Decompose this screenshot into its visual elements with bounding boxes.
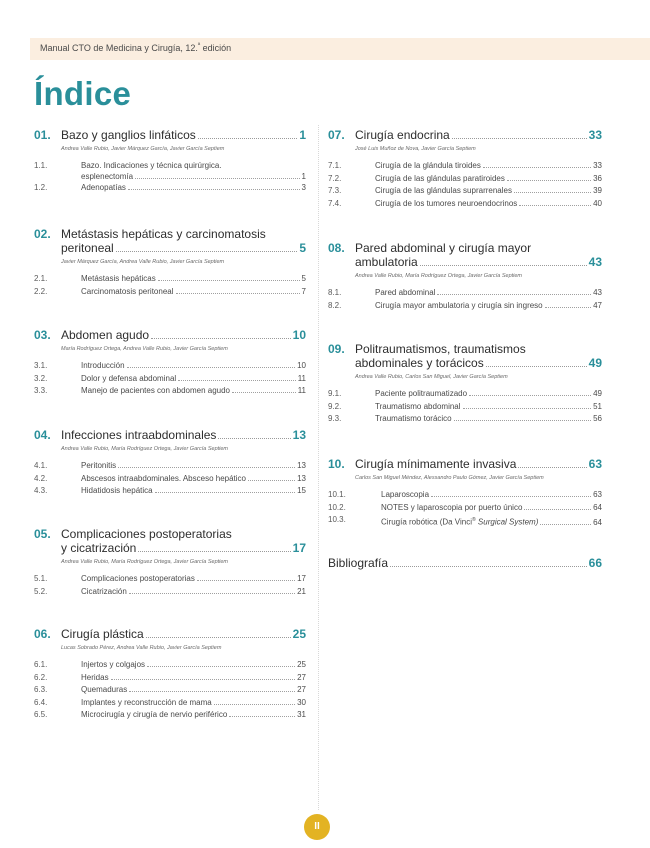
chapter-title[interactable]: abdominales y torácicos xyxy=(355,356,484,370)
chapter-title[interactable]: peritoneal xyxy=(61,241,114,255)
section-item[interactable]: 7.2. Cirugía de las glándulas paratiroides 36 xyxy=(328,173,602,183)
section-item[interactable]: 2.2. Carcinomatosis peritoneal 7 xyxy=(34,286,306,296)
bibliography-title[interactable]: Bibliografía xyxy=(328,556,389,570)
chapter-title[interactable]: Cirugía mínimamente invasiva xyxy=(355,457,517,471)
section-item[interactable]: 8.1. Pared abdominal 43 xyxy=(328,288,602,297)
section-item[interactable]: 9.1. Paciente politraumatizado 49 xyxy=(328,389,602,398)
section-item[interactable]: 10.2. NOTES y laparoscopia por puerto único 64 xyxy=(328,502,602,512)
section-item[interactable]: 10.1. Laparoscopia 63 xyxy=(328,490,602,499)
chapter-page: 49 xyxy=(588,356,602,370)
chapter-number: 04. xyxy=(34,428,51,442)
chapter-08[interactable] xyxy=(328,241,602,311)
chapter-authors: Carlos San Miguel Méndez, Alessandro Paulo Gómez, Javier García Septiem xyxy=(355,475,544,481)
chapter-09[interactable] xyxy=(328,342,602,425)
running-header: Manual CTO de Medicina y Cirugía, 12.$^ª$ edición xyxy=(40,43,232,53)
chapter-title[interactable]: Metástasis hepáticas y carcinomatosis xyxy=(61,227,266,241)
chapter-07[interactable] xyxy=(328,128,602,209)
column-divider xyxy=(318,125,319,810)
chapter-page: 63 xyxy=(588,457,602,471)
section-item[interactable]: 10.3. Cirugía robótica (Da Vinci® Surgical System) 64 xyxy=(328,515,602,527)
chapter-authors: Javier Márquez García, Andrea Valle Rubio, Javier García Septiem xyxy=(61,259,225,265)
chapter-number: 03. xyxy=(34,328,51,342)
chapter-title[interactable]: ambulatoria xyxy=(355,255,418,269)
section-item[interactable]: 3.2. Dolor y defensa abdominal 11 xyxy=(34,373,306,383)
chapter-page: 10 xyxy=(292,328,306,342)
section-item[interactable]: 1.2. Adenopatías 3 xyxy=(34,183,306,192)
chapter-title[interactable]: Cirugía plástica xyxy=(61,627,144,641)
chapter-page: 1 xyxy=(299,128,306,142)
chapter-title[interactable]: Infecciones intraabdominales xyxy=(61,428,217,442)
chapter-authors: Andrea Valle Rubio, María Rodríguez Ortega, Javier García Septiem xyxy=(61,446,229,452)
chapter-01[interactable] xyxy=(34,128,306,194)
chapter-page: 33 xyxy=(588,128,602,142)
chapter-title[interactable]: Complicaciones postoperatorias xyxy=(61,527,232,541)
chapter-authors: Andrea Valle Rubio, Carlos San Miguel, Javier García Septiem xyxy=(355,374,508,380)
section-item[interactable]: 5.1. Complicaciones postoperatorias 17 xyxy=(34,574,306,583)
section-item[interactable]: 4.3. Hidatidosis hepática 15 xyxy=(34,486,306,495)
section-item[interactable]: 2.1. Metástasis hepáticas 5 xyxy=(34,274,306,283)
chapter-number: 08. xyxy=(328,241,345,255)
section-item[interactable]: 6.2. Heridas 27 xyxy=(34,672,306,682)
section-item[interactable]: 8.2. Cirugía mayor ambulatoria y cirugía sin ingreso 47 xyxy=(328,300,602,310)
section-item[interactable]: 3.3. Manejo de pacientes con abdomen agudo 11 xyxy=(34,386,306,395)
section-item[interactable]: 1.1. Bazo. Indicaciones y técnica quirúrgica. esplenectomía 1 xyxy=(34,161,306,181)
chapter-number: 09. xyxy=(328,342,345,356)
section-item[interactable]: 7.1. Cirugía de la glándula tiroides 33 xyxy=(328,161,602,170)
chapter-number: 05. xyxy=(34,527,51,541)
chapter-number: 10. xyxy=(328,457,345,471)
chapter-page: 43 xyxy=(588,255,602,269)
section-item[interactable]: 9.3. Traumatismo torácico 56 xyxy=(328,414,602,423)
chapter-page: 17 xyxy=(292,541,306,555)
bibliography-entry[interactable] xyxy=(328,556,602,570)
section-item[interactable]: 9.2. Traumatismo abdominal 51 xyxy=(328,401,602,411)
chapter-page: 13 xyxy=(292,428,306,442)
section-item[interactable]: 6.3. Quemaduras 27 xyxy=(34,685,306,694)
chapter-title[interactable]: Pared abdominal y cirugía mayor xyxy=(355,241,532,255)
section-item[interactable]: 7.3. Cirugía de las glándulas suprarrenales 39 xyxy=(328,186,602,195)
bibliography-page: 66 xyxy=(588,556,602,570)
section-item[interactable]: 3.1. Introducción 10 xyxy=(34,361,306,370)
chapter-title[interactable]: Abdomen agudo xyxy=(61,328,150,342)
chapter-05[interactable] xyxy=(34,527,306,597)
section-item[interactable]: 6.1. Injertos y colgajos 25 xyxy=(34,660,306,669)
section-item[interactable]: 4.1. Peritonitis 13 xyxy=(34,461,306,470)
chapter-10[interactable] xyxy=(328,457,602,528)
chapter-number: 06. xyxy=(34,627,51,641)
chapter-authors: María Rodríguez Ortega, Andrea Valle Rubio, Javier García Septiem xyxy=(61,346,228,352)
chapter-authors: Andrea Valle Rubio, Javier Márquez García, Javier García Septiem xyxy=(61,146,225,152)
chapter-number: 07. xyxy=(328,128,345,142)
page-title: Índice xyxy=(34,75,132,112)
chapter-06[interactable] xyxy=(34,627,306,721)
section-item[interactable]: 6.4. Implantes y reconstrucción de mama 30 xyxy=(34,697,306,707)
chapter-authors: Andrea Valle Rubio, María Rodríguez Ortega, Javier García Septiem xyxy=(61,559,229,565)
chapter-title[interactable]: Cirugía endocrina xyxy=(355,128,450,142)
chapter-title[interactable]: Politraumatismos, traumatismos xyxy=(355,342,526,356)
chapter-number: 02. xyxy=(34,227,51,241)
chapter-number: 01. xyxy=(34,128,51,142)
chapter-page: 25 xyxy=(292,627,306,641)
section-item[interactable]: 5.2. Cicatrización 21 xyxy=(34,586,306,596)
chapter-title[interactable]: y cicatrización xyxy=(61,541,137,555)
chapter-authors: Andrea Valle Rubio, María Rodríguez Ortega, Javier García Septiem xyxy=(355,273,523,279)
chapter-03[interactable] xyxy=(34,328,306,397)
section-item[interactable]: 6.5. Microcirugía y cirugía de nervio periférico 31 xyxy=(34,710,306,719)
chapter-authors: Lucas Sobrado Pérez, Andrea Valle Rubio, Javier García Septiem xyxy=(61,645,222,651)
chapter-authors: José Luis Muñoz de Nova, Javier García Septiem xyxy=(355,146,476,152)
chapter-title[interactable]: Bazo y ganglios linfáticos xyxy=(61,128,196,142)
section-item[interactable]: 7.4. Cirugía de los tumores neuroendocrinos 40 xyxy=(328,198,602,208)
chapter-02[interactable] xyxy=(34,227,306,297)
chapter-page: 5 xyxy=(299,241,306,255)
chapter-04[interactable] xyxy=(34,428,306,497)
page-number-badge: II xyxy=(304,814,330,840)
section-item[interactable]: 4.2. Abscesos intraabdominales. Absceso hepático 13 xyxy=(34,473,306,483)
